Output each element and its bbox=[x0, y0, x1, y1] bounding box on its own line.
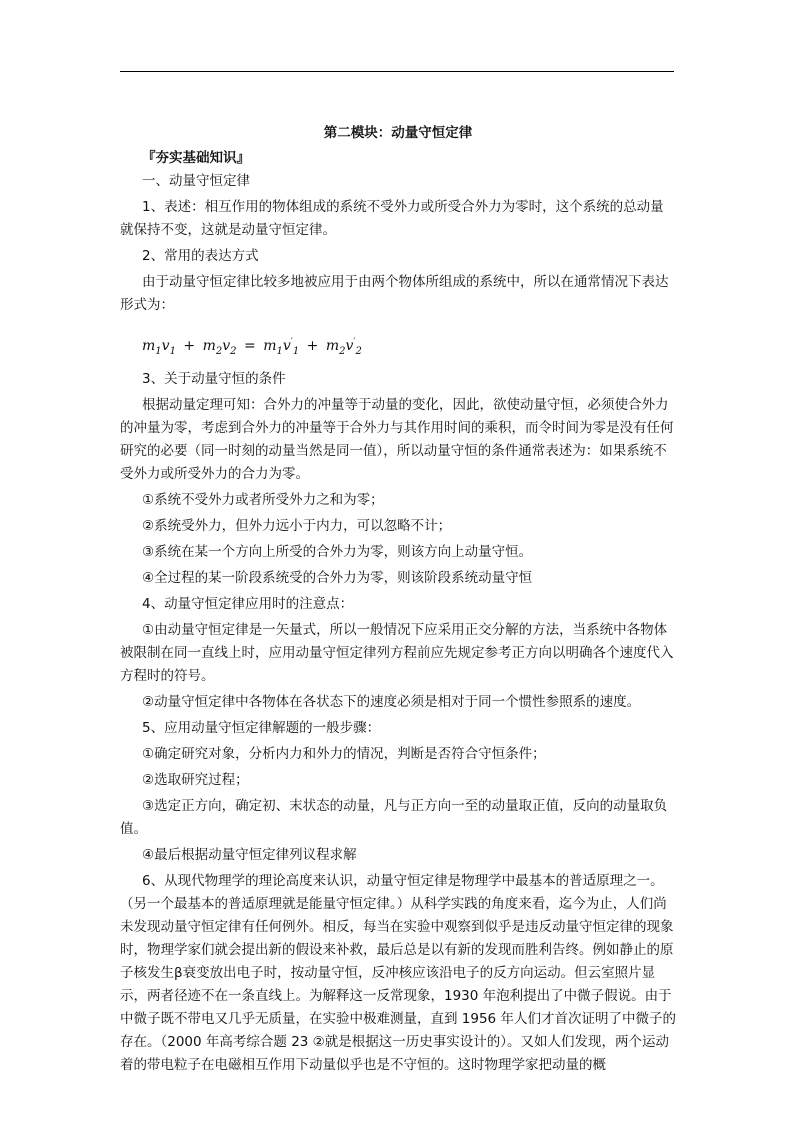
paragraph-group-before-formula bbox=[120, 170, 676, 317]
paragraph: ③选定正方向，确定初、末状态的动量，凡与正方向一至的动量取正值，反向的动量取负值。 bbox=[120, 798, 668, 837]
paragraph: ②系统受外力，但外力远小于内力，可以忽略不计； bbox=[142, 518, 452, 534]
paragraph: ①系统不受外力或者所受外力之和为零； bbox=[142, 492, 384, 508]
section-label: 『夯实基础知识』 bbox=[142, 150, 250, 166]
formula-plus-2: + bbox=[306, 337, 319, 354]
header-rule bbox=[120, 71, 674, 72]
paragraph: ④最后根据动量守恒定律列议程求解 bbox=[142, 847, 357, 863]
paragraph: ①由动量守恒定律是一矢量式，所以一般情况下应采用正交分解的方法，当系统中各物体被限制在同一直线上时，应用动量守恒定律列方程前应先规定参考正方向以明确各个速度代入方程时的符号。 bbox=[120, 622, 674, 684]
module-title: 第二模块：动量守恒定律 bbox=[323, 125, 473, 141]
paragraph: ②选取研究过程； bbox=[142, 772, 249, 788]
paragraph: 4、动量守恒定律应用时的注意点： bbox=[142, 596, 354, 612]
paragraph: 3、关于动量守恒的条件 bbox=[142, 371, 286, 387]
paragraph: ④全过程的某一阶段系统受的合外力为零，则该阶段系统动量守恒 bbox=[142, 570, 533, 586]
paragraph: ②动量守恒定律中各物体在各状态下的速度必须是相对于同一个惯性参照系的速度。 bbox=[142, 694, 641, 710]
paragraph: 5、应用动量守恒定律解题的一般步骤： bbox=[142, 720, 381, 736]
formula-equals: = bbox=[244, 337, 256, 354]
formula-term-m1v1-prime: $m_1v'_1$ bbox=[263, 337, 300, 357]
momentum-conservation-formula bbox=[142, 330, 676, 357]
paragraph: 根据动量定理可知：合外力的冲量等于动量的变化，因此，欲使动量守恒，必须使合外力的冲量为零，考虑到合外力的冲量等于合外力与其作用时间的乘积，而令时间为零是没有任何研究的必要（同一时刻的动量当然是同一值），所以动量守恒的条件通常表述为：如果系统不受外力或所受外力的合力为零。 bbox=[120, 397, 674, 482]
paragraph: 一、动量守恒定律 bbox=[142, 173, 250, 189]
formula-term-m2v2-prime: $m_2v'_2$ bbox=[325, 337, 362, 357]
paragraph: 由于动量守恒定律比较多地被应用于由两个物体所组成的系统中，所以在通常情况下表达形式为： bbox=[120, 274, 669, 313]
paragraph: 6、从现代物理学的理论高度来认识，动量守恒定律是物理学中最基本的普适原理之一。（另一个最基本的普适原理就是能量守恒定律。）从科学实践的角度来看，迄今为止，人们尚未发现动量守恒定律有任何例外。相反，每当在实验中观察到似乎是违反动量守恒定律的现象时，物理学家们就会提出新的假设来补救，最后总是以有新的发现而胜利告终。例如静止的原子核发生β衰变放出电子时，按动量守恒，反冲核应该沿电子的反方向运动。但云室照片显示，两者径迹不在一条直线上。为解释这一反常现象，1930 年泡利提出了中微子假说。由于中微子既不带电又几乎无质量，在实验中极难测量，直到 1956 年人们才首次证明了中微子的存在。（2000 年高考综合题 23 ②就是根据这一历史事实设计的）。又如人们发现，两个运动着的带电粒子在电磁相互作用下动量似乎也是不守恒的。这时物理学家把动量的概 bbox=[120, 873, 676, 1073]
formula-plus: + bbox=[183, 337, 196, 354]
formula-term-m2v2: $m_2v_2$ bbox=[202, 337, 237, 357]
paragraph: 1、表述：相互作用的物体组成的系统不受外力或所受合外力为零时，这个系统的总动量就保持不变，这就是动量守恒定律。 bbox=[120, 199, 664, 238]
document-body bbox=[120, 122, 676, 1080]
paragraph-group-after-formula bbox=[120, 368, 676, 1077]
formula-term-m1v1: $m_1v_1$ bbox=[142, 337, 176, 357]
paragraph: ①确定研究对象，分析内力和外力的情况，判断是否符合守恒条件； bbox=[142, 746, 546, 762]
paragraph: ③系统在某一个方向上所受的合外力为零，则该方向上动量守恒。 bbox=[142, 544, 533, 560]
paragraph: 2、常用的表达方式 bbox=[142, 248, 259, 264]
